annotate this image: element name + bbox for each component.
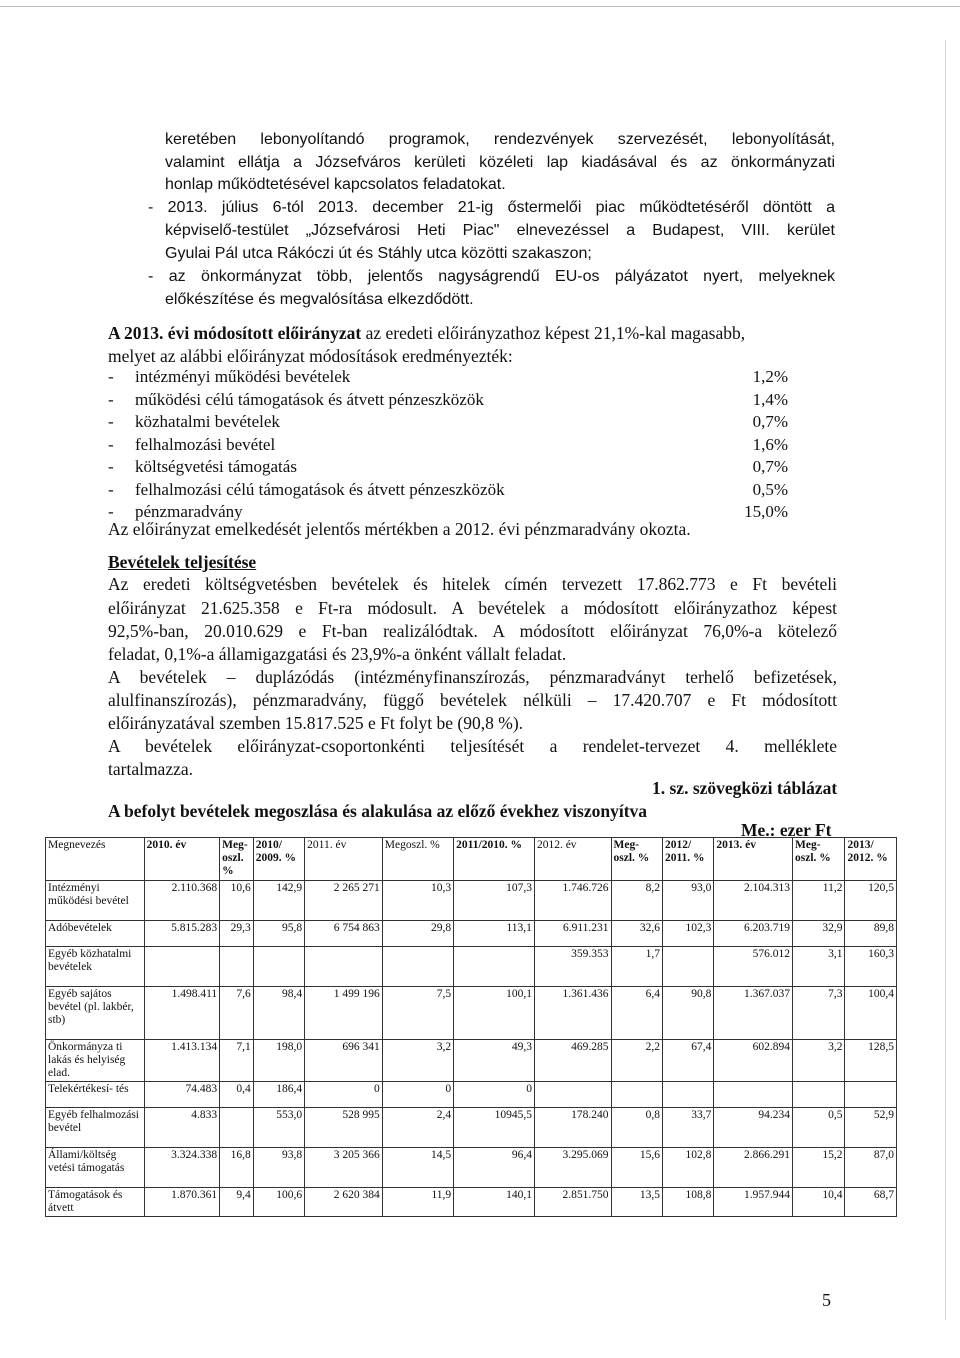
table-unit: Me.: ezer Ft — [741, 820, 832, 840]
table-cell: 11,2 — [793, 881, 845, 921]
table-cell: 95,8 — [253, 921, 304, 947]
table-cell: 198,0 — [253, 1040, 304, 1082]
mod-list-item: - közhatalmi bevételek 0,7% — [108, 412, 788, 431]
table-cell: 98,4 — [253, 987, 304, 1040]
table-cell: 29,3 — [220, 921, 254, 947]
intro-line-3: honlap működtetésével kapcsolatos feladatokat. — [165, 176, 506, 193]
table-cell — [611, 1082, 662, 1108]
body-line-7: előirányzatával szemben 15.817.525 e Ft folyt be (90,8 %). — [108, 713, 524, 733]
table-body — [46, 881, 897, 1217]
table-cell: 1.957.944 — [714, 1188, 793, 1217]
table-row — [46, 921, 897, 947]
column-header: 2013/ 2012. % — [845, 838, 897, 881]
row-label-cell: Egyéb sajátos bevétel (pl. lakbér, stb) — [46, 987, 145, 1040]
table-number: 1. sz. szövegközi táblázat — [652, 778, 838, 798]
table-cell: 0,4 — [220, 1082, 254, 1108]
row-label-cell: Egyéb közhatalmi bevételek — [46, 947, 145, 987]
body-line-4: feladat, 0,1%-a államigazgatási és 23,9%-a önként vállalt feladat. — [108, 644, 567, 664]
row-label-cell: Telekértékesí- tés — [46, 1082, 145, 1108]
table-cell: 100,6 — [253, 1188, 304, 1217]
table-cell: 0 — [305, 1082, 383, 1108]
table-cell: 1,7 — [611, 947, 662, 987]
intro-line-4: - 2013. július 6-tól 2013. december 21-ig őstermelői piac működtetéséről döntött a — [148, 199, 835, 216]
row-label-cell: Egyéb felhalmozási bevétel — [46, 1108, 145, 1148]
table-cell: 2 265 271 — [305, 881, 383, 921]
revenue-table — [45, 837, 897, 1217]
intro-line-8: előkészítése és megvalósítása elkezdődött. — [165, 291, 474, 308]
table-cell: 87,0 — [845, 1148, 897, 1188]
table-cell: 94.234 — [714, 1108, 793, 1148]
intro-line-7: - az önkormányzat több, jelentős nagyságrendű EU-os pályázatot nyert, melyeknek — [148, 268, 835, 285]
intro-line-1: keretében lebonyolítandó programok, rendezvények szervezését, lebonyolítását, — [165, 131, 835, 148]
table-cell: 528 995 — [305, 1108, 383, 1148]
column-header: 2012. év — [534, 838, 611, 881]
intro-line-5: képviselő-testület „Józsefvárosi Heti Piac" elnevezéssel a Budapest, VIII. kerület — [165, 222, 835, 239]
table-cell: 32,9 — [793, 921, 845, 947]
table-cell — [454, 947, 535, 987]
mod-intro-bold: A 2013. évi módosított előirányzat — [108, 323, 362, 343]
table-cell: 2.851.750 — [534, 1188, 611, 1217]
table-cell: 0 — [454, 1082, 535, 1108]
table-cell: 576.012 — [714, 947, 793, 987]
row-label-cell: Állami/költség vetési támogatás — [46, 1148, 145, 1188]
body-line-3: 92,5%-ban, 20.010.629 e Ft-ban realizálódtak. A módosított előirányzat 76,0%-a kötelező — [108, 621, 837, 641]
column-header: 2011/2010. % — [454, 838, 535, 881]
column-header: Megnevezés — [46, 838, 145, 881]
mod-list-item: - felhalmozási bevétel 1,6% — [108, 435, 788, 454]
table-cell: 178.240 — [534, 1108, 611, 1148]
table-row — [46, 1082, 897, 1108]
body-line-8: A bevételek előirányzat-csoportonkénti teljesítését a rendelet-tervezet 4. melléklete — [108, 736, 837, 756]
table-cell: 52,9 — [845, 1108, 897, 1148]
mod-intro-line-1 — [108, 322, 745, 346]
intro-line-2: valamint ellátja a Józsefváros kerületi közéleti lap kiadásával és az önkormányzati — [165, 154, 835, 171]
table-cell: 602.894 — [714, 1040, 793, 1082]
table-cell: 142,9 — [253, 881, 304, 921]
scan-margin-line — [945, 40, 946, 1320]
table-cell: 108,8 — [662, 1188, 713, 1217]
page-number: 5 — [822, 1290, 831, 1310]
scan-edge-line — [0, 6, 960, 7]
table-cell: 2,2 — [611, 1040, 662, 1082]
table-cell: 10,6 — [220, 881, 254, 921]
table-cell: 16,8 — [220, 1148, 254, 1188]
table-cell: 2.866.291 — [714, 1148, 793, 1188]
table-cell: 0 — [382, 1082, 453, 1108]
mod-intro-rest: az eredeti előirányzathoz képest 21,1%-kal magasabb, — [361, 323, 746, 343]
table-cell — [714, 1082, 793, 1108]
mod-list-item: - pénzmaradvány 15,0% — [108, 502, 788, 521]
table-cell: 49,3 — [454, 1040, 535, 1082]
table-cell: 6 754 863 — [305, 921, 383, 947]
mod-intro-line-2: melyet az alábbi előirányzat módosítások eredményezték: — [108, 346, 513, 366]
table-cell: 107,3 — [454, 881, 535, 921]
table-cell: 10945,5 — [454, 1108, 535, 1148]
table-cell: 3.324.338 — [144, 1148, 220, 1188]
table-cell: 128,5 — [845, 1040, 897, 1082]
table-cell: 2,4 — [382, 1108, 453, 1148]
mod-list-item: - felhalmozási célú támogatások és átvett pénzeszközök 0,5% — [108, 480, 788, 499]
table-cell: 7,3 — [793, 987, 845, 1040]
table-cell: 2.110.368 — [144, 881, 220, 921]
column-header: 2012/ 2011. % — [662, 838, 713, 881]
table-cell: 696 341 — [305, 1040, 383, 1082]
table-cell: 1.870.361 — [144, 1188, 220, 1217]
row-label-cell: Önkormányza ti lakás és helyiség elad. — [46, 1040, 145, 1082]
column-header: Megoszl. % — [382, 838, 453, 881]
mod-list-item: - intézményi működési bevételek 1,2% — [108, 367, 788, 386]
table-cell: 553,0 — [253, 1108, 304, 1148]
table-row — [46, 1108, 897, 1148]
table-cell: 89,8 — [845, 921, 897, 947]
table-cell: 0,8 — [611, 1108, 662, 1148]
body-line-5: A bevételek – duplázódás (intézményfinanszírozás, pénzmaradványt terhelő befizetések, — [108, 667, 837, 687]
table-cell: 1.367.037 — [714, 987, 793, 1040]
table-cell: 11,9 — [382, 1188, 453, 1217]
table-cell: 1.498.411 — [144, 987, 220, 1040]
body-line-2: előirányzat 21.625.358 e Ft-ra módosult. A bevételek a módosított előirányzathoz képest — [108, 598, 837, 618]
table-cell: 1 499 196 — [305, 987, 383, 1040]
table-cell: 6,4 — [611, 987, 662, 1040]
column-header: 2013. év — [714, 838, 793, 881]
table-header-row — [46, 838, 897, 881]
table-cell: 100,4 — [845, 987, 897, 1040]
table-row — [46, 881, 897, 921]
table-cell: 15,2 — [793, 1148, 845, 1188]
table-cell: 100,1 — [454, 987, 535, 1040]
mod-list-item: - költségvetési támogatás 0,7% — [108, 457, 788, 476]
table-cell: 96,4 — [454, 1148, 535, 1188]
table-cell — [793, 1082, 845, 1108]
column-header: Meg- oszl. % — [220, 838, 254, 881]
table-cell: 6.203.719 — [714, 921, 793, 947]
mod-list-item: - működési célú támogatások és átvett pénzeszközök 1,4% — [108, 390, 788, 409]
section-title: Bevételek teljesítése — [108, 552, 257, 572]
table-cell: 7,5 — [382, 987, 453, 1040]
mod-conclusion: Az előirányzat emelkedését jelentős mértékben a 2012. évi pénzmaradvány okozta. — [108, 519, 691, 539]
table-cell: 8,2 — [611, 881, 662, 921]
table-cell: 14,5 — [382, 1148, 453, 1188]
table-cell — [220, 1108, 254, 1148]
body-line-6: alulfinanszírozás), pénzmaradvány, függő bevételek nélküli – 17.420.707 e Ft módosított — [108, 690, 837, 710]
table-cell: 3.295.069 — [534, 1148, 611, 1188]
table-cell — [662, 1082, 713, 1108]
table-cell: 0,5 — [793, 1108, 845, 1148]
table-cell: 186,4 — [253, 1082, 304, 1108]
table-cell: 120,5 — [845, 881, 897, 921]
row-label-cell: Intézményi működési bevétel — [46, 881, 145, 921]
table-cell — [662, 947, 713, 987]
table-cell: 32,6 — [611, 921, 662, 947]
table-cell: 1.413.134 — [144, 1040, 220, 1082]
table-cell — [253, 947, 304, 987]
table-cell — [305, 947, 383, 987]
table-cell: 359.353 — [534, 947, 611, 987]
table-cell: 160,3 — [845, 947, 897, 987]
table-cell — [144, 947, 220, 987]
table-row — [46, 1040, 897, 1082]
table-cell: 93,8 — [253, 1148, 304, 1188]
table-cell: 3 205 366 — [305, 1148, 383, 1188]
table-cell — [534, 1082, 611, 1108]
table-cell: 10,3 — [382, 881, 453, 921]
table-cell — [845, 1082, 897, 1108]
table-cell: 5.815.283 — [144, 921, 220, 947]
column-header: Meg- oszl. % — [793, 838, 845, 881]
table-cell: 469.285 — [534, 1040, 611, 1082]
table-cell: 102,3 — [662, 921, 713, 947]
table-cell: 102,8 — [662, 1148, 713, 1188]
table-cell: 2 620 384 — [305, 1188, 383, 1217]
table-cell: 7,6 — [220, 987, 254, 1040]
column-header: 2010/ 2009. % — [253, 838, 304, 881]
table-cell: 13,5 — [611, 1188, 662, 1217]
table-row — [46, 987, 897, 1040]
table-cell: 67,4 — [662, 1040, 713, 1082]
table-cell — [220, 947, 254, 987]
table-cell: 2.104.313 — [714, 881, 793, 921]
column-header: 2010. év — [144, 838, 220, 881]
table-cell: 7,1 — [220, 1040, 254, 1082]
table-cell: 113,1 — [454, 921, 535, 947]
row-label-cell: Adóbevételek — [46, 921, 145, 947]
table-cell: 6.911.231 — [534, 921, 611, 947]
table-cell: 4.833 — [144, 1108, 220, 1148]
table-row — [46, 1148, 897, 1188]
table-row — [46, 947, 897, 987]
table-cell: 74.483 — [144, 1082, 220, 1108]
table-cell: 29,8 — [382, 921, 453, 947]
table-cell: 93,0 — [662, 881, 713, 921]
table-cell: 140,1 — [454, 1188, 535, 1217]
table-cell: 3,2 — [382, 1040, 453, 1082]
intro-line-6: Gyulai Pál utca Rákóczi út és Stáhly utca közötti szakaszon; — [165, 245, 592, 262]
table-cell: 1.361.436 — [534, 987, 611, 1040]
row-label-cell: Támogatások és átvett — [46, 1188, 145, 1217]
table-cell: 10,4 — [793, 1188, 845, 1217]
table-cell: 1.746.726 — [534, 881, 611, 921]
table-cell: 15,6 — [611, 1148, 662, 1188]
column-header: 2011. év — [305, 838, 383, 881]
table-row — [46, 1188, 897, 1217]
table-cell: 9,4 — [220, 1188, 254, 1217]
table-cell: 90,8 — [662, 987, 713, 1040]
table-cell: 3,1 — [793, 947, 845, 987]
body-line-1: Az eredeti költségvetésben bevételek és hitelek címén tervezett 17.862.773 e Ft bevételi — [108, 574, 837, 594]
table-cell — [382, 947, 453, 987]
table-cell: 3,2 — [793, 1040, 845, 1082]
table-cell: 68,7 — [845, 1188, 897, 1217]
column-header: Meg- oszl. % — [611, 838, 662, 881]
body-line-9: tartalmazza. — [108, 759, 194, 779]
table-title: A befolyt bevételek megoszlása és alakulása az előző évekhez viszonyítva — [108, 801, 648, 821]
table-cell: 33,7 — [662, 1108, 713, 1148]
